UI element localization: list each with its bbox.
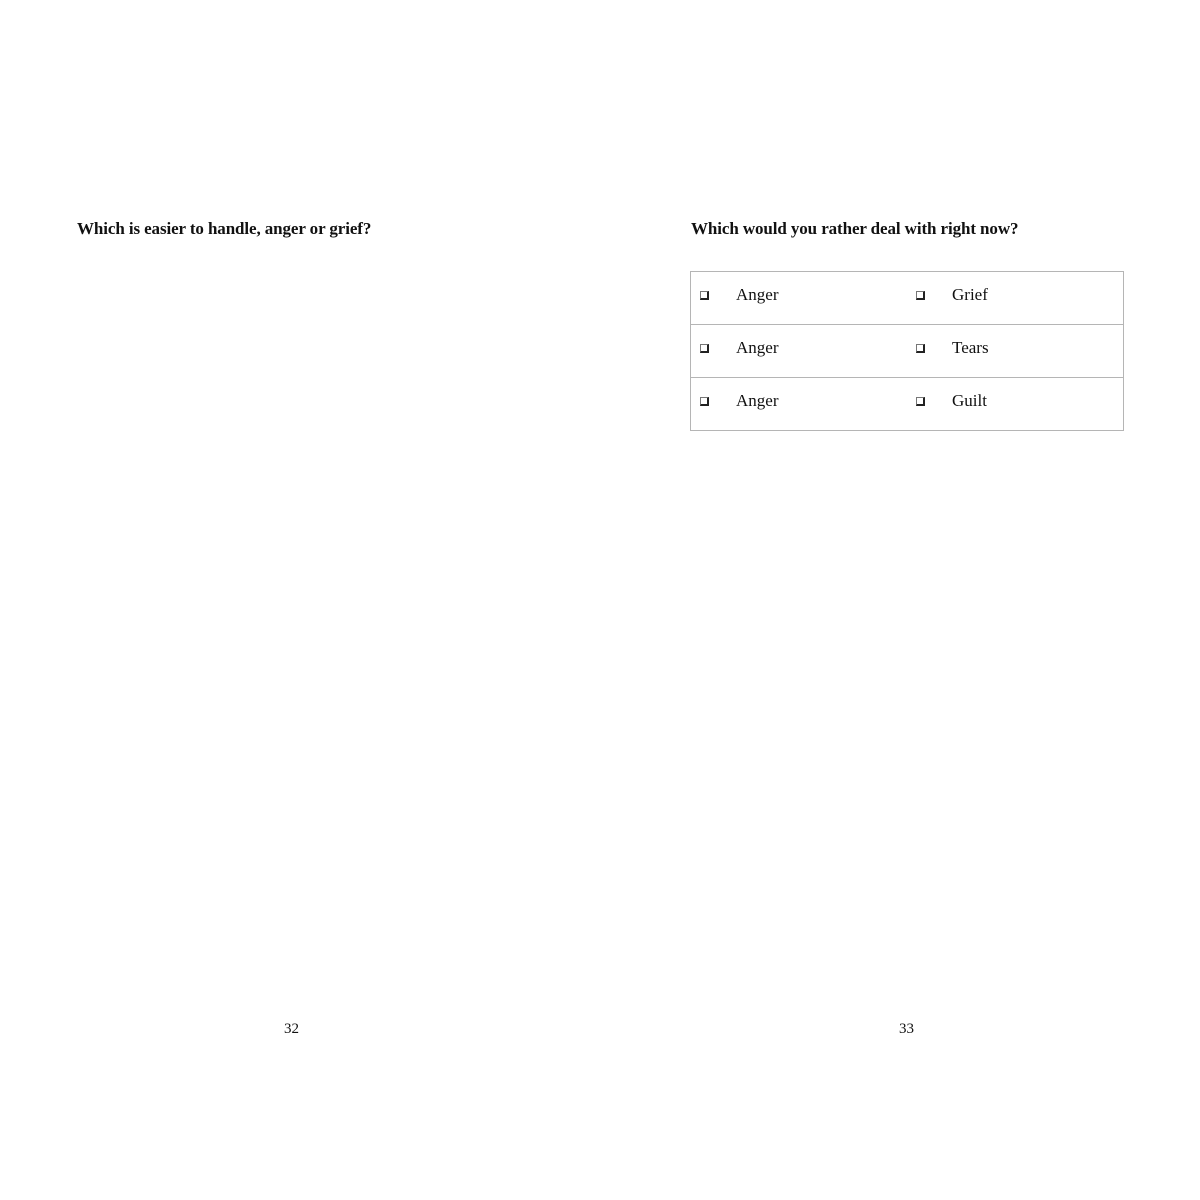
- choice-label: Anger: [736, 391, 779, 410]
- page-number: 32: [284, 1021, 299, 1037]
- checkbox-icon[interactable]: [700, 291, 709, 300]
- checkbox-icon[interactable]: [916, 291, 925, 300]
- choice-label: Tears: [952, 338, 989, 357]
- checkbox-icon[interactable]: [916, 397, 925, 406]
- choice-label: Grief: [952, 285, 988, 304]
- choice-row: [691, 325, 1123, 378]
- page-question: Which would you rather deal with right now?: [691, 219, 1019, 238]
- choice-row: [691, 272, 1123, 325]
- page-number: 33: [899, 1021, 914, 1037]
- choice-option[interactable]: [691, 272, 907, 324]
- page-question: Which is easier to handle, anger or grief?: [77, 219, 372, 238]
- right-page: [600, 0, 1200, 1200]
- choice-option[interactable]: [907, 272, 1123, 324]
- choice-option[interactable]: [691, 378, 907, 430]
- choice-label: Anger: [736, 285, 779, 304]
- choice-option[interactable]: [907, 378, 1123, 430]
- checkbox-icon[interactable]: [700, 397, 709, 406]
- choice-label: Anger: [736, 338, 779, 357]
- choice-option[interactable]: [691, 325, 907, 377]
- choice-row: [691, 378, 1123, 430]
- choice-label: Guilt: [952, 391, 987, 410]
- choice-option[interactable]: [907, 325, 1123, 377]
- checkbox-icon[interactable]: [700, 344, 709, 353]
- checkbox-icon[interactable]: [916, 344, 925, 353]
- choice-table: [690, 271, 1124, 431]
